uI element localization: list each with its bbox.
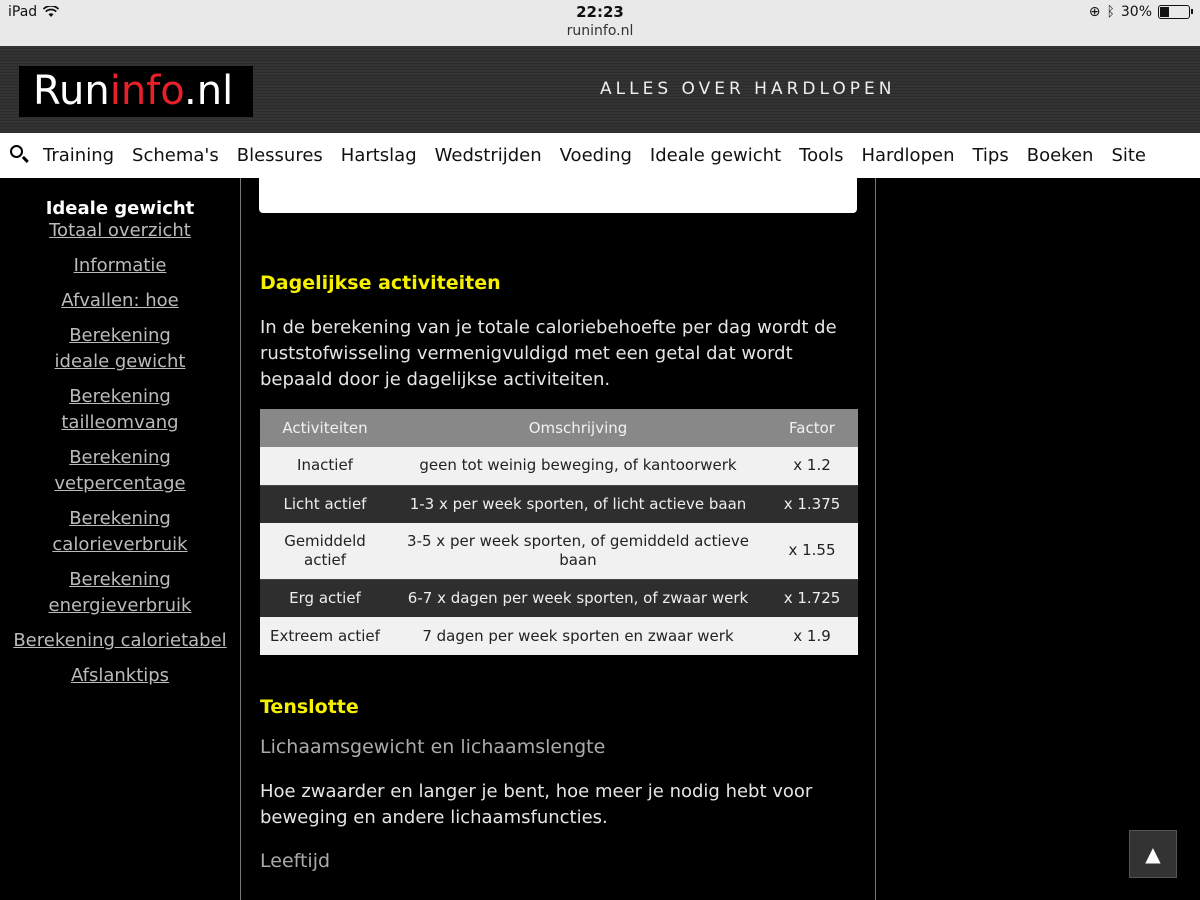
- sidebar: [0, 178, 240, 900]
- logo-text-info: info: [109, 68, 185, 114]
- status-right: [1089, 4, 1190, 20]
- activity-table: [260, 409, 858, 655]
- sidebar-title: Ideale gewicht: [45, 198, 195, 219]
- sidebar-link-totaal-overzicht[interactable]: Totaal overzicht: [49, 220, 191, 241]
- table-cell: 1-3 x per week sporten, of licht actieve baan: [390, 485, 766, 523]
- nav-item-site[interactable]: Site: [1111, 145, 1146, 166]
- nav-item-tools[interactable]: Tools: [799, 145, 844, 166]
- table-cell: x 1.55: [766, 523, 858, 579]
- address-bar[interactable]: runinfo.nl: [566, 23, 634, 39]
- nav-item-tips[interactable]: Tips: [972, 145, 1009, 166]
- table-row: [260, 617, 858, 655]
- main-nav: [0, 133, 1200, 178]
- subheading-leeftijd: Leeftijd: [260, 850, 331, 872]
- table-cell: x 1.2: [766, 447, 858, 485]
- column-header: Activiteiten: [260, 409, 390, 447]
- site-tagline: ALLES OVER HARDLOPEN: [600, 79, 896, 99]
- bluetooth-icon: ᛒ: [1106, 4, 1115, 20]
- table-header-row: [260, 409, 858, 447]
- paragraph-activiteiten: In de berekening van je totale caloriebehoefte per dag wordt de ruststofwisseling vermenigvuldigd met een getal dat wordt bepaald door je dagelijkse activiteiten.: [260, 317, 837, 390]
- table-row: [260, 485, 858, 523]
- table-row: [260, 447, 858, 485]
- nav-item-wedstrijden[interactable]: Wedstrijden: [434, 145, 542, 166]
- site-header: [0, 46, 1200, 133]
- table-cell: x 1.725: [766, 579, 858, 617]
- sidebar-link-tailleomvang[interactable]: Berekening tailleomvang: [61, 386, 179, 433]
- nav-item-hardlopen[interactable]: Hardlopen: [861, 145, 955, 166]
- site-logo[interactable]: [19, 66, 253, 117]
- sidebar-link-ideale-gewicht[interactable]: Berekening ideale gewicht: [54, 325, 186, 372]
- heading-tenslotte: Tenslotte: [260, 696, 359, 718]
- sidebar-link-informatie[interactable]: Informatie: [73, 255, 167, 276]
- table-cell: Inactief: [260, 447, 390, 485]
- nav-item-voeding[interactable]: Voeding: [559, 145, 632, 166]
- battery-percent: 30%: [1120, 4, 1152, 20]
- table-cell: 7 dagen per week sporten en zwaar werk: [390, 617, 766, 655]
- table-cell: 3-5 x per week sporten, of gemiddeld actieve baan: [390, 523, 766, 579]
- nav-item-blessures[interactable]: Blessures: [236, 145, 323, 166]
- table-row: [260, 579, 858, 617]
- nav-item-hartslag[interactable]: Hartslag: [340, 145, 417, 166]
- table-cell: geen tot weinig beweging, of kantoorwerk: [390, 447, 766, 485]
- nav-item-ideale-gewicht[interactable]: Ideale gewicht: [649, 145, 782, 166]
- device-label: iPad: [8, 4, 38, 20]
- column-header: Factor: [766, 409, 858, 447]
- paragraph-lichaamsgewicht: Hoe zwaarder en langer je bent, hoe meer je nodig hebt voor beweging en andere lichaamsfuncties.: [260, 781, 813, 828]
- sidebar-link-afvallen[interactable]: Afvallen: hoe: [61, 290, 179, 311]
- sidebar-link-afslanktips[interactable]: Afslanktips: [70, 665, 170, 686]
- table-cell: Erg actief: [260, 579, 390, 617]
- table-cell: x 1.9: [766, 617, 858, 655]
- sidebar-link-calorieverbruik[interactable]: Berekening calorieverbruik: [52, 508, 188, 555]
- table-cell: Licht actief: [260, 485, 390, 523]
- nav-item-boeken[interactable]: Boeken: [1026, 145, 1094, 166]
- column-header: Omschrijving: [390, 409, 766, 447]
- heading-dagelijkse-activiteiten: Dagelijkse activiteiten: [260, 272, 501, 294]
- sidebar-link-calorietabel[interactable]: Berekening calorietabel: [13, 630, 227, 651]
- subheading-lichaamsgewicht: Lichaamsgewicht en lichaamslengte: [260, 736, 606, 758]
- table-cell: Gemiddeld actief: [260, 523, 390, 579]
- table-cell: Extreem actief: [260, 617, 390, 655]
- content-box: [259, 173, 857, 213]
- clock: 22:23: [576, 3, 624, 21]
- table-cell: x 1.375: [766, 485, 858, 523]
- search-icon: [10, 145, 23, 158]
- battery-icon: [1158, 5, 1190, 19]
- status-bar: [0, 0, 1200, 46]
- table-cell: 6-7 x dagen per week sporten, of zwaar werk: [390, 579, 766, 617]
- sidebar-link-vetpercentage[interactable]: Berekening vetpercentage: [54, 447, 186, 494]
- nav-item-schemas[interactable]: Schema's: [132, 145, 219, 166]
- logo-text-nl: .nl: [184, 68, 234, 114]
- logo-text-run: Run: [33, 68, 110, 114]
- table-row: [260, 523, 858, 579]
- main-content: [240, 178, 876, 900]
- nav-item-training[interactable]: Training: [43, 145, 115, 166]
- sidebar-link-energieverbruik[interactable]: Berekening energieverbruik: [48, 569, 192, 616]
- search-button[interactable]: [0, 133, 36, 178]
- scroll-to-top-button[interactable]: ▲: [1129, 830, 1177, 878]
- orientation-lock-icon: ⊕: [1088, 4, 1101, 20]
